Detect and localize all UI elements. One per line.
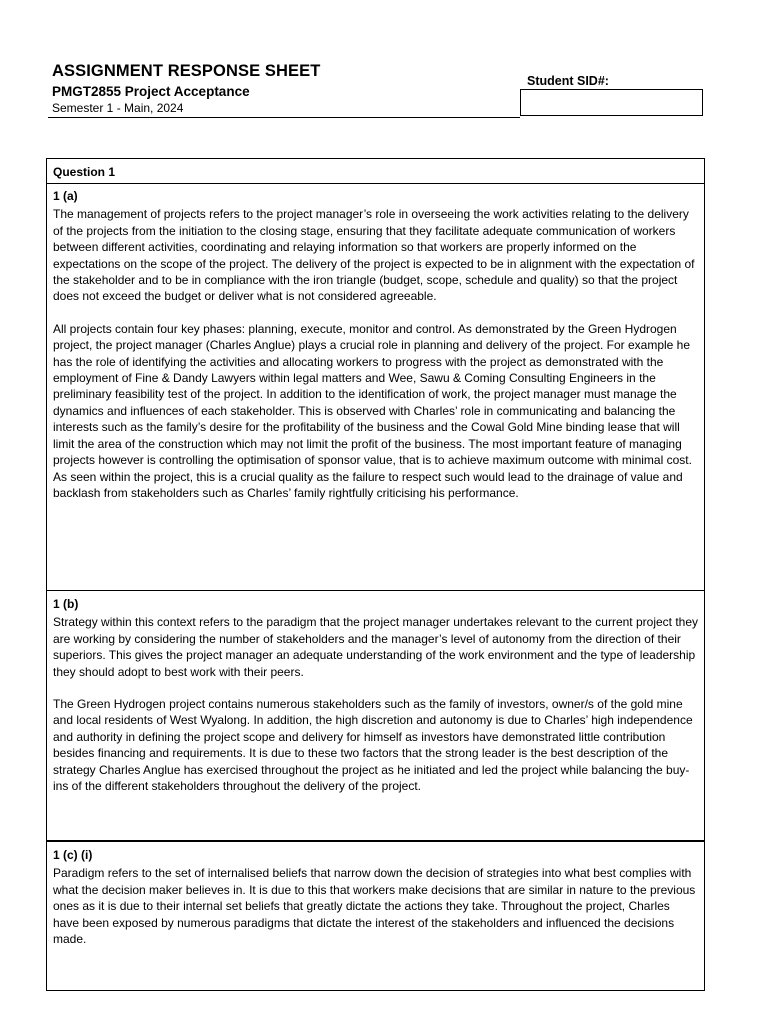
question-header-row — [47, 159, 704, 184]
answer-paragraph: All projects contain four key phases: planning, execute, monitor and control. As demonstrated by the Green Hydrogen project, the project manager (Charles Anglue) plays a crucial role in planning and delivery of the project. For example he has the role of identifying the activities and allocating workers to progress with the project as demonstrated with the employment of Fine & Dandy Lawyers within legal matters and Wee, Sawu & Coming Consulting Engineers in the preliminary feasibility test of the project. In addition to the identification of work, the project manager must manage the dynamics and influences of each stakeholder. This is observed with Charles’ role in communicating and balancing the interests such as the family’s desire for the profitability of the business and the Cowal Gold Mine binding lease that will limit the area of the construction which may not limit the profit of the business. The most important feature of managing projects however is controlling the optimisation of sponsor value, that is to achieve maximum outcome with minimal cost. As seen within the project, this is a crucial quality as the failure to respect such would lead to the drainage of value and backlash from stakeholders such as Charles’ family rightfully criticising his performance. — [53, 321, 692, 500]
question-label: Question 1 — [53, 165, 116, 179]
answer-section-1a — [47, 184, 704, 591]
section-label: 1 (c) (i) — [53, 848, 93, 862]
section-label: 1 (a) — [53, 189, 78, 203]
answer-paragraph: Paradigm refers to the set of internalised beliefs that narrow down the decision of strategies into what best complies with what the decision maker believes in. It is due to this that workers make decisions that are similar in nature to the previous ones as it is due to their internal set beliefs that greatly dictate the actions they take. Throughout the project, Charles have been exposed by numerous paradigms that dictate the interest of the stakeholders and influenced the decisions made. — [53, 866, 696, 947]
answer-table — [46, 158, 705, 991]
header-divider — [48, 117, 520, 118]
section-label: 1 (b) — [53, 597, 79, 611]
course-title: PMGT2855 Project Acceptance — [52, 84, 250, 99]
answer-section-1c-i — [47, 842, 704, 990]
student-sid-label: Student SID#: — [527, 74, 609, 88]
document-title: ASSIGNMENT RESPONSE SHEET — [52, 62, 321, 80]
student-sid-field[interactable] — [520, 89, 703, 116]
answer-section-1b — [47, 591, 704, 842]
answer-paragraph: The management of projects refers to the project manager’s role in overseeing the work activities relating to the delivery of the projects from the initiation to the closing stage, ensuring that they facilitate adequate communication of workers between different activities, coordinating and relaying information so that workers are properly informed on the expectations on the scope of the project. The delivery of the project is expected to be in alignment with the expectation of the stakeholder and to be in compliance with the iron triangle (budget, scope, schedule and quality) so that the project does not exceed the budget or deliver what is not considered agreeable. — [53, 207, 695, 304]
answer-paragraph: The Green Hydrogen project contains numerous stakeholders such as the family of investors, owner/s of the gold mine and local residents of West Wyalong. In addition, the high discretion and autonomy is due to Charles’ high independence and authority in defining the project scope and delivery for himself as investors have demonstrated little contribution besides financing and requirements. It is due to these two factors that the strong leader is the best description of the strategy Charles Anglue has exercised throughout the project as he initiated and led the project while balancing the buy-ins of the different stakeholders throughout the delivery of the project. — [53, 697, 693, 794]
answer-paragraph: Strategy within this context refers to the paradigm that the project manager undertakes relevant to the current project they are working by considering the number of stakeholders and the manager’s level of autonomy from the direction of their superiors. This gives the project manager an adequate understanding of the work environment and the type of leadership they should adopt to best work with their peers. — [53, 615, 699, 679]
semester-label: Semester 1 - Main, 2024 — [52, 101, 184, 115]
